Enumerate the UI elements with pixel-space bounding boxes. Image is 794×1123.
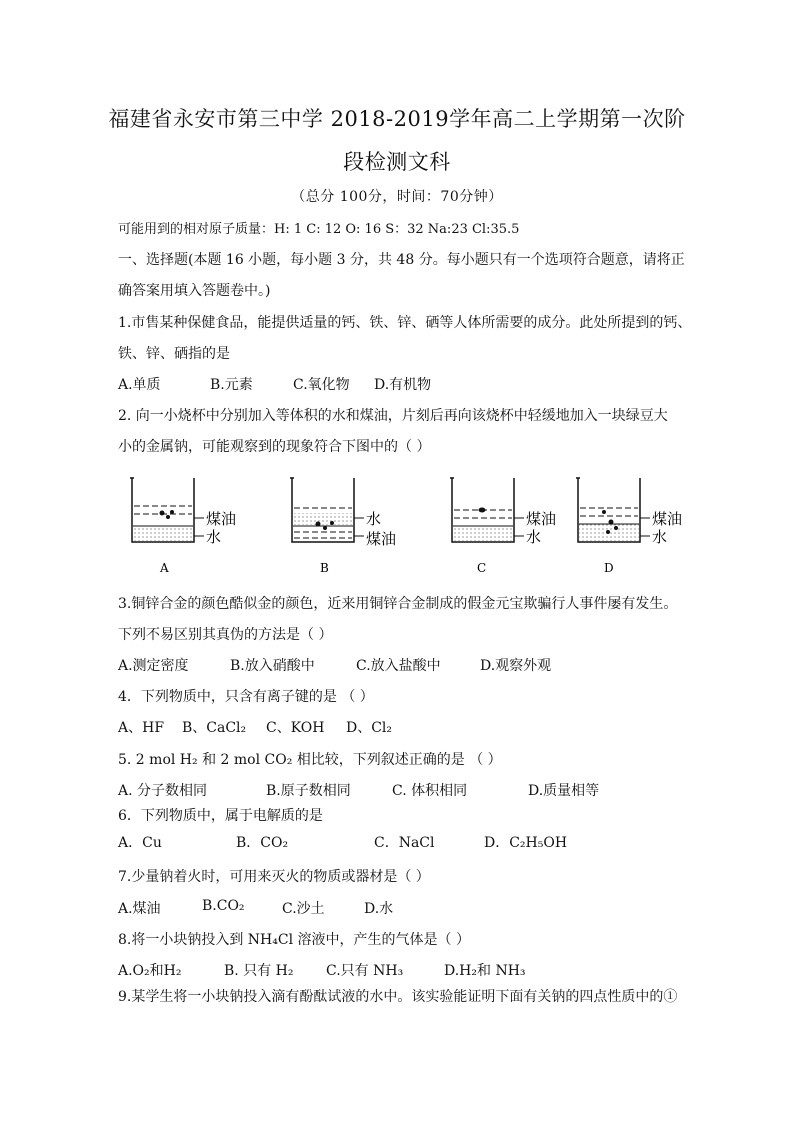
q7-option-c: C.沙土 bbox=[282, 901, 325, 917]
q1-option-b: B.元素 bbox=[210, 377, 253, 393]
q8-option-a: A.O₂和H₂ bbox=[118, 963, 182, 979]
q9-stem-line1: 9.某学生将一小块钠投入滴有酚酞试液的水中。该实验能证明下面有关钠的四点性质中的① bbox=[118, 989, 678, 1005]
fig-b-top-label: 水 bbox=[366, 510, 382, 528]
q6-stem: 6．下列物质中，属于电解质的是 bbox=[118, 808, 323, 824]
section-instructions-line2: 确答案用填入答题卷中。) bbox=[118, 283, 271, 299]
q5-option-b: B.原子数相同 bbox=[266, 783, 351, 799]
beaker-figure-c bbox=[450, 478, 556, 575]
beaker-figure-a bbox=[130, 478, 236, 575]
q5-option-d: D.质量相等 bbox=[528, 783, 600, 799]
q1-stem-line1: 1.市售某种保健食品，能提供适量的钙、铁、锌、硒等人体所需要的成分。此处所提到的钙、 bbox=[118, 315, 692, 331]
q6-option-d: D．C₂H₅OH bbox=[484, 835, 568, 851]
fig-d-letter: D bbox=[604, 561, 614, 575]
q8-stem: 8.将一小块钠投入到 NH₄Cl 溶液中，产生的气体是（ ） bbox=[118, 932, 470, 948]
q1-option-a: A.单质 bbox=[118, 377, 161, 393]
q8-option-d: D.H₂和 NH₃ bbox=[444, 963, 526, 979]
q6-option-c: C．NaCl bbox=[374, 835, 435, 851]
q3-stem-line1: 3.铜锌合金的颜色酷似金的颜色，近来用铜锌合金制成的假金元宝欺骗行人事件屡有发生。 bbox=[118, 596, 678, 612]
beaker-figure-d bbox=[576, 478, 682, 575]
q6-option-a: A．Cu bbox=[118, 835, 162, 851]
fig-b-bottom-label: 煤油 bbox=[366, 530, 397, 548]
fig-a-letter: A bbox=[160, 561, 169, 575]
q4-stem: 4．下列物质中，只含有离子键的是 （ ） bbox=[118, 689, 374, 705]
q8-option-b: B. 只有 H₂ bbox=[224, 963, 294, 979]
q3-stem-line2: 下列不易区别其真伪的方法是（ ） bbox=[118, 627, 333, 643]
q4-option-d: D、Cl₂ bbox=[346, 720, 393, 736]
q7-option-d: D.水 bbox=[364, 901, 394, 917]
q7-option-a: A.煤油 bbox=[118, 901, 161, 917]
exam-subtitle: （总分 100分，时间：70分钟） bbox=[291, 189, 503, 205]
page-title-line1: 福建省永安市第三中学 2018-2019学年高二上学期第一次阶 bbox=[108, 107, 686, 131]
page-title-line2: 段检测文科 bbox=[343, 150, 451, 174]
q4-option-a: A、HF bbox=[118, 720, 165, 736]
fig-b-letter: B bbox=[320, 561, 329, 575]
q2-stem-line2: 小的金属钠，可能观察到的现象符合下图中的（ ） bbox=[118, 439, 431, 455]
q4-option-b: B、CaCl₂ bbox=[182, 720, 247, 736]
q5-option-a: A. 分子数相同 bbox=[118, 783, 208, 799]
q2-stem-line1: 2. 向一小烧杯中分别加入等体积的水和煤油，片刻后再向该烧杯中轻缓地加入一块绿豆大 bbox=[118, 408, 668, 424]
q3-option-c: C.放入盐酸中 bbox=[356, 658, 441, 674]
q7-option-b: B.CO₂ bbox=[202, 898, 245, 914]
beaker-figures bbox=[118, 468, 698, 578]
atomic-mass-line: 可能用到的相对原子质量：H: 1 C: 12 O: 16 S：32 Na:23 Cl:35.5 bbox=[118, 222, 520, 237]
q6-option-b: B．CO₂ bbox=[236, 835, 289, 851]
fig-c-top-label: 煤油 bbox=[526, 510, 557, 528]
fig-c-bottom-label: 水 bbox=[526, 528, 542, 546]
fig-d-top-label: 煤油 bbox=[652, 510, 683, 528]
fig-a-bottom-label: 水 bbox=[206, 528, 222, 546]
q1-option-c: C.氧化物 bbox=[293, 377, 350, 393]
fig-d-bottom-label: 水 bbox=[652, 528, 668, 546]
beaker-figure-b bbox=[290, 478, 396, 575]
q3-option-a: A.测定密度 bbox=[118, 658, 189, 674]
q5-option-c: C. 体积相同 bbox=[392, 783, 468, 799]
q7-stem: 7.少量钠着火时，可用来灭火的物质或器材是（ ） bbox=[118, 869, 430, 885]
q1-option-d: D.有机物 bbox=[374, 377, 432, 393]
q3-option-d: D.观察外观 bbox=[480, 658, 552, 674]
section-instructions-line1: 一、选择题(本题 16 小题，每小题 3 分，共 48 分。每小题只有一个选项符合题意，请将正 bbox=[118, 252, 685, 268]
q5-stem: 5. 2 mol H₂ 和 2 mol CO₂ 相比较，下列叙述正确的是 （ ） bbox=[118, 752, 502, 768]
q8-option-c: C.只有 NH₃ bbox=[326, 963, 404, 979]
q4-option-c: C、KOH bbox=[266, 720, 325, 736]
fig-c-letter: C bbox=[477, 561, 487, 575]
fig-a-top-label: 煤油 bbox=[206, 510, 237, 528]
q3-option-b: B.放入硝酸中 bbox=[230, 658, 315, 674]
q1-stem-line2: 铁、锌、硒指的是 bbox=[118, 346, 230, 362]
